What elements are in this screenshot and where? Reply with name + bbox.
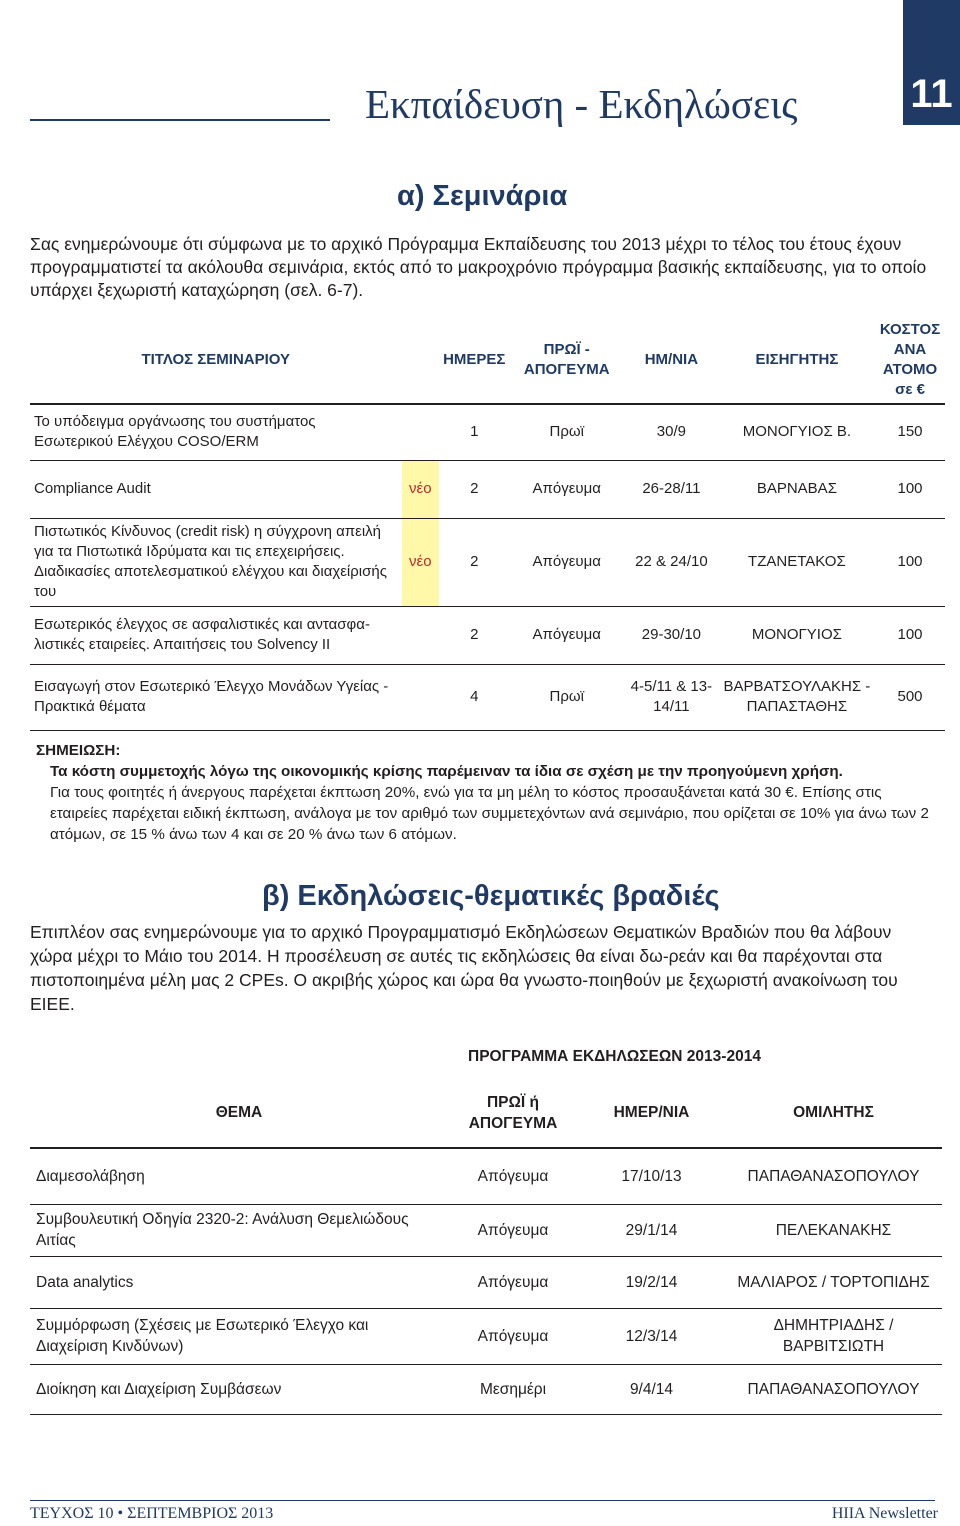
seminar-speaker: ΒΑΡΝΑΒΑΣ bbox=[719, 460, 875, 518]
event-topic: Συμβουλευτική Οδηγία 2320-2: Ανάλυση Θεμελιώδους Αιτίας bbox=[30, 1204, 448, 1256]
page-number-tab bbox=[903, 0, 960, 125]
seminar-days: 2 bbox=[439, 518, 509, 606]
event-time: Απόγευμα bbox=[448, 1204, 578, 1256]
seminars-table bbox=[30, 316, 945, 731]
event-row bbox=[30, 1364, 942, 1414]
event-speakers: ΜΑΛΙΑΡΟΣ / ΤΟΡΤΟΠΙΔΗΣ bbox=[725, 1256, 942, 1308]
note-label: ΣΗΜΕΙΩΣΗ: bbox=[36, 742, 121, 759]
event-topic: Συμμόρφωση (Σχέσεις με Εσωτερικό Έλεγχο και Διαχείριση Κινδύνων) bbox=[30, 1308, 448, 1364]
seminar-days: 2 bbox=[439, 460, 509, 518]
events-intro: Επιπλέον σας ενημερώνουμε για το αρχικό Προγραμματισμό Εκδηλώσεων Θεματικών Βραδιών που θα λάβουν χώρα μέχρι το Μάιο του 2014. Η προσέλευση σε αυτές τις εκδηλώσεις θα είναι δω-ρεάν και θα παρέχονται στα πιστοποιημένα μέλη μας 2 CPEs. Ο ακριβής χώρος και ώρα θα γνωστο-ποιηθούν με ξεχωριστή ανακοίνωση του ΕΙΕΕ. bbox=[30, 922, 898, 1014]
event-date: 9/4/14 bbox=[578, 1364, 725, 1414]
event-row bbox=[30, 1148, 942, 1204]
seminar-time: Πρωϊ bbox=[509, 404, 624, 460]
seminar-title: Πιστωτικός Κίνδυνος (credit risk) η σύγχρονη απειλή για τα Πιστωτικά Ιδρύματα και τις επεχειρήσεις. Διαδικασίες αποτελεσματικού ελέγχου και διαχείρισής του bbox=[30, 518, 402, 606]
seminar-row bbox=[30, 518, 945, 606]
new-badge: νέο bbox=[402, 518, 440, 606]
event-row bbox=[30, 1204, 942, 1256]
footer-newsletter: HIIA Newsletter bbox=[831, 1505, 938, 1522]
seminar-days: 1 bbox=[439, 404, 509, 460]
seminar-speaker: ΤΖΑΝΕΤΑΚΟΣ bbox=[719, 518, 875, 606]
event-date: 12/3/14 bbox=[578, 1308, 725, 1364]
seminar-date: 22 & 24/10 bbox=[624, 518, 719, 606]
seminar-cost: 100 bbox=[875, 518, 945, 606]
seminar-title: Εσωτερικός έλεγχος σε ασφαλιστικές και αντασφα-λιστικές εταιρείες. Απαιτήσεις του Solvency II bbox=[30, 606, 402, 664]
seminar-new bbox=[402, 664, 440, 730]
seminar-speaker: ΒΑΡΒΑΤΣΟΥΛΑΚΗΣ - ΠΑΠΑΣΤΑΘΗΣ bbox=[719, 664, 875, 730]
seminar-row bbox=[30, 460, 945, 518]
seminar-days: 2 bbox=[439, 606, 509, 664]
seminar-row bbox=[30, 664, 945, 730]
note-bold-line: Τα κόστη συμμετοχής λόγω της οικονομικής κρίσης παρέμειναν τα ίδια σε σχέση με την προηγούμενη χρήση. bbox=[50, 763, 843, 780]
col-speakers: ΟΜΙΛΗΤΗΣ bbox=[725, 1078, 942, 1148]
event-row bbox=[30, 1308, 942, 1364]
event-date: 19/2/14 bbox=[578, 1256, 725, 1308]
seminars-intro: Σας ενημερώνουμε ότι σύμφωνα με το αρχικό Πρόγραμμα Εκπαίδευσης του 2013 μέχρι το τέλος του έτους έχουν προγραμματιστεί τα ακόλουθα σεμινάρια, εκτός από το μακροχρόνιο πρόγραμμα βασικής εκπαίδευσης, για το οποίο υπάρχει ξεχωριστή καταχώρηση (σελ. 6-7). bbox=[30, 234, 927, 300]
seminar-new bbox=[402, 606, 440, 664]
col-new bbox=[402, 316, 440, 404]
event-date: 29/1/14 bbox=[578, 1204, 725, 1256]
seminar-time: Πρωϊ bbox=[509, 664, 624, 730]
footer-issue: ΤΕΥΧΟΣ 10 • ΣΕΠΤΕΜΒΡΙΟΣ 2013 bbox=[30, 1505, 274, 1522]
col-date: ΗΜ/ΝΙΑ bbox=[624, 316, 719, 404]
note-text: Για τους φοιτητές ή άνεργους παρέχεται έκπτωση 20%, ενώ για τα μη μέλη το κόστος προσαυξάνεται κατά 30 €. Επίσης στις εταιρείες παρέχεται ειδική έκπτωση, ανάλογα με τον αριθμό των συμμετεχόντων ανά σεμινάριο, που ορίζεται σε 10% για άνω των 2 ατόμων, σε 15 % άνω των 4 και σε 20 % άνω των 6 ατόμων. bbox=[50, 784, 929, 843]
event-topic: Data analytics bbox=[30, 1256, 448, 1308]
events-heading: β) Εκδηλώσεις-θεματικές βραδιές bbox=[262, 880, 720, 912]
events-table-title-spacer bbox=[30, 1034, 448, 1078]
seminar-title: Το υπόδειγμα οργάνωσης του συστήματος Εσωτερικού Ελέγχου COSO/ERM bbox=[30, 404, 402, 460]
events-table bbox=[30, 1034, 942, 1415]
seminar-time: Απόγευμα bbox=[509, 606, 624, 664]
seminar-speaker: ΜΟΝΟΓΥΙΟΣ bbox=[719, 606, 875, 664]
events-table-title: ΠΡΟΓΡΑΜΜΑ ΕΚΔΗΛΩΣΕΩΝ 2013-2014 bbox=[468, 1047, 761, 1065]
seminars-heading: α) Σεμινάρια bbox=[397, 180, 568, 212]
seminar-date: 30/9 bbox=[624, 404, 719, 460]
event-topic: Διαμεσολάβηση bbox=[30, 1148, 448, 1204]
col-event-time: ΠΡΩΪ ή ΑΠΟΓΕΥΜΑ bbox=[448, 1078, 578, 1148]
seminar-cost: 500 bbox=[875, 664, 945, 730]
cost-note bbox=[36, 740, 941, 845]
seminar-date: 26-28/11 bbox=[624, 460, 719, 518]
seminar-cost: 100 bbox=[875, 606, 945, 664]
col-days: ΗΜΕΡΕΣ bbox=[439, 316, 509, 404]
event-time: Μεσημέρι bbox=[448, 1364, 578, 1414]
event-speakers: ΠΑΠΑΘΑΝΑΣΟΠΟΥΛΟΥ bbox=[725, 1364, 942, 1414]
seminar-time: Απόγευμα bbox=[509, 460, 624, 518]
events-header-row bbox=[30, 1078, 942, 1148]
event-speakers: ΠΑΠΑΘΑΝΑΣΟΠΟΥΛΟΥ bbox=[725, 1148, 942, 1204]
event-date: 17/10/13 bbox=[578, 1148, 725, 1204]
seminar-cost: 100 bbox=[875, 460, 945, 518]
seminar-row bbox=[30, 404, 945, 460]
event-time: Απόγευμα bbox=[448, 1308, 578, 1364]
seminar-cost: 150 bbox=[875, 404, 945, 460]
page-number: 11 bbox=[910, 72, 953, 116]
seminars-header-row bbox=[30, 316, 945, 404]
seminar-title: Εισαγωγή στον Εσωτερικό Έλεγχο Μονάδων Υγείας - Πρακτικά θέματα bbox=[30, 664, 402, 730]
footer-rule bbox=[30, 1500, 935, 1501]
event-time: Απόγευμα bbox=[448, 1148, 578, 1204]
new-badge: νέο bbox=[402, 460, 440, 518]
col-topic: ΘΕΜΑ bbox=[30, 1078, 448, 1148]
col-cost: ΚΟΣΤΟΣ ΑΝΑ ΑΤΟΜΟ σε € bbox=[875, 316, 945, 404]
seminar-days: 4 bbox=[439, 664, 509, 730]
seminar-title: Compliance Audit bbox=[30, 460, 402, 518]
event-time: Απόγευμα bbox=[448, 1256, 578, 1308]
seminar-date: 29-30/10 bbox=[624, 606, 719, 664]
col-speaker: ΕΙΣΗΓΗΤΗΣ bbox=[719, 316, 875, 404]
event-topic: Διοίκηση και Διαχείριση Συμβάσεων bbox=[30, 1364, 448, 1414]
event-speakers: ΔΗΜΗΤΡΙΑΔΗΣ / ΒΑΡΒΙΤΣΙΩΤΗ bbox=[725, 1308, 942, 1364]
seminar-row bbox=[30, 606, 945, 664]
col-time: ΠΡΩΪ - ΑΠΟΓΕΥΜΑ bbox=[509, 316, 624, 404]
seminar-new bbox=[402, 404, 440, 460]
events-banner-row bbox=[30, 1034, 942, 1078]
seminar-time: Απόγευμα bbox=[509, 518, 624, 606]
col-title: ΤΙΤΛΟΣ ΣΕΜΙΝΑΡΙΟΥ bbox=[30, 316, 402, 404]
seminar-speaker: ΜΟΝΟΓΥΙΟΣ Β. bbox=[719, 404, 875, 460]
event-speakers: ΠΕΛΕΚΑΝΑΚΗΣ bbox=[725, 1204, 942, 1256]
page-title: Εκπαίδευση - Εκδηλώσεις bbox=[365, 81, 798, 127]
col-event-date: ΗΜΕΡ/ΝΙΑ bbox=[578, 1078, 725, 1148]
seminar-date: 4-5/11 & 13-14/11 bbox=[624, 664, 719, 730]
header-rule bbox=[30, 119, 330, 121]
event-row bbox=[30, 1256, 942, 1308]
